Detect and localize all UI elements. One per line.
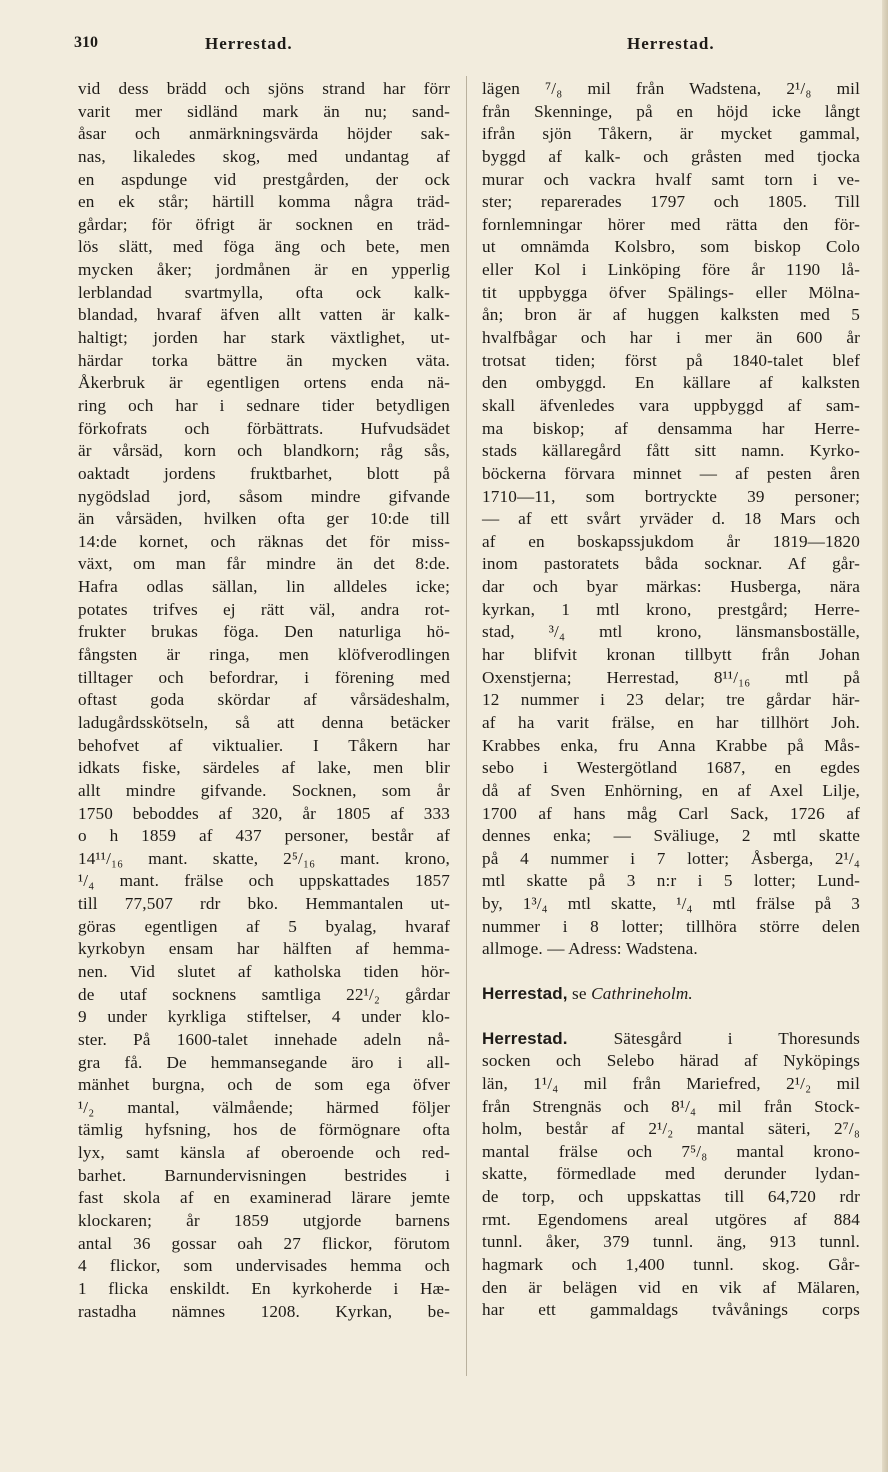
- text-line: ån; bron är af huggen kalksten med 5: [482, 305, 860, 325]
- text-line: ster; reparerades 1797 och 1805. Till: [482, 192, 860, 212]
- text-line: tämlig hyfsning, hos de förmögnare ofta: [78, 1120, 450, 1140]
- entry-term: Herrestad,: [482, 983, 568, 1003]
- text-line: af ha varit frälse, en har tillhört Joh.: [482, 712, 860, 732]
- text-line: ma biskop; af densamma har Herre-: [482, 418, 860, 438]
- text-line: tilltager och befordrar, i förening med: [78, 667, 450, 687]
- text-line: holm, består af 2¹/₂ mantal säteri, 2⁷/₈: [482, 1119, 860, 1139]
- running-head-right: Herrestad.: [627, 34, 715, 53]
- entry-herrestad-thoresund-first-line: [482, 1028, 860, 1051]
- text-line: härdar torka bättre än mycken väta.: [78, 350, 450, 370]
- text-line: fornlemningar hörer med rätta den för-: [482, 214, 860, 234]
- text-line: inom pastoratets båda socknar. Af går-: [482, 554, 860, 574]
- text-line: län, 1¹/₄ mil från Mariefred, 2¹/₂ mil: [482, 1073, 860, 1093]
- text-line: då af Sven Enhörning, en af Axel Lilje,: [482, 780, 860, 800]
- entry-term: Herrestad.: [482, 1028, 568, 1048]
- text-line: ut omnämda Kolsbro, som biskop Colo: [482, 237, 860, 257]
- text-line: gra få. De hemmansegande äro i all-: [78, 1052, 450, 1072]
- text-line: nas, likaledes skog, med undantag af: [78, 146, 450, 166]
- text-line: idkats fiske, särdeles af lake, men blir: [78, 758, 450, 778]
- text-line: de utaf socknens samtliga 22¹/₂ gårdar: [78, 984, 450, 1004]
- entry-gap: [482, 961, 860, 983]
- text-line: till 77,507 rdr bko. Hemmantalen ut-: [78, 894, 450, 914]
- text-line: ¹/₄ mant. frälse och uppskattades 1857: [78, 871, 450, 891]
- text-line: 1710—11, som bortryckte 39 personer;: [482, 486, 860, 506]
- text-line: stad, ³/₄ mtl krono, länsmansboställe,: [482, 622, 860, 642]
- text-line: oftast goda skördar af vårsädeshalm,: [78, 690, 450, 710]
- column-divider: [466, 76, 467, 1376]
- text-line: oaktadt jordens fruktbarhet, blott på: [78, 463, 450, 483]
- text-line: mänhet burgna, och de som ega öfver: [78, 1075, 450, 1095]
- text-line: stads källaregård fått sitt namn. Kyrko-: [482, 441, 860, 461]
- text-line: förkofrats och förbättrats. Hufvudsädet: [78, 418, 450, 438]
- text-line: de torp, och uppskattas till 64,720 rdr: [482, 1187, 860, 1207]
- text-line: 12 nummer i 23 delar; tre gårdar här-: [482, 690, 860, 710]
- text-line: varit mer sidländ mark än nu; sand-: [78, 101, 450, 121]
- text-line: allt mindre gifvande. Socknen, som år: [78, 780, 450, 800]
- text-line: är vårsäd, korn och blandkorn; råg sås,: [78, 441, 450, 461]
- text-line: — af ett svårt yrväder d. 18 Mars och: [482, 509, 860, 529]
- text-line: lyx, samt känsla af oberoende och red-: [78, 1143, 450, 1163]
- text-line: 1 flicka enskildt. En kyrkoherde i Hæ-: [78, 1278, 450, 1298]
- text-line: antal 36 gossar oah 27 flickor, förutom: [78, 1233, 450, 1253]
- text-line: ladugårdsskötseln, så att denna betäcker: [78, 712, 450, 732]
- text-line: Hafra odlas sällan, lin alldeles icke;: [78, 577, 450, 597]
- text-line: behofvet af viktualier. I Tåkern har: [78, 735, 450, 755]
- text-line: byggd af kalk- och gråsten med tjocka: [482, 146, 860, 166]
- text-line: lägen ⁷/₈ mil från Wadstena, 2¹/₈ mil: [482, 79, 860, 98]
- text-line: socken och Selebo härad af Nyköpings: [482, 1051, 860, 1071]
- text-line: nummer i 8 lotter; tillhöra större delen: [482, 916, 860, 936]
- text-line: från Skenninge, på en höjd icke långt: [482, 101, 860, 121]
- text-line: skatte, förmedlade med derunder lydan-: [482, 1164, 860, 1184]
- text-line: på 4 nummer i 7 lotter; Åsberga, 2¹/₄: [482, 848, 860, 868]
- text-line: nygödslad jord, såsom mindre gifvande: [78, 486, 450, 506]
- text-line: Krabbes enka, fru Anna Krabbe på Mås-: [482, 735, 860, 755]
- text-line: ifrån sjön Tåkern, är mycket gammal,: [482, 124, 860, 144]
- running-head-left: Herrestad.: [205, 34, 293, 53]
- entry-herrestad-thoresund-body: [482, 1050, 860, 1322]
- text-line: Oxenstjerna; Herrestad, 8¹¹/₁₆ mtl på: [482, 667, 860, 687]
- text-line: rastadha nämnes 1208. Kyrkan, be-: [78, 1301, 450, 1321]
- text-line: haltigt; jorden har stark växtlighet, ut-: [78, 328, 450, 348]
- text-line: fångsten är ringa, men klöfverodlingen: [78, 645, 450, 665]
- text-line: en ek står; härtill komma några träd-: [78, 192, 450, 212]
- text-line: af en boskapssjukdom år 1819—1820: [482, 531, 860, 551]
- text-line: lerblandad svartmylla, ofta ock kalk-: [78, 282, 450, 302]
- text-line: dar och byar märkas: Husberga, nära: [482, 577, 860, 597]
- text-line: klockaren; år 1859 utgjorde barnens: [78, 1211, 450, 1231]
- text-line: blandad, hvaraf äfven allt vatten är kalk-: [78, 305, 450, 325]
- text-line: Åkerbruk är egentligen ortens enda nä-: [78, 373, 450, 393]
- text-line: vid dess brädd och sjöns strand har förr: [78, 79, 450, 98]
- text-line: mtl skatte på 3 n:r i 5 lotter; Lund-: [482, 871, 860, 891]
- text-line: potates trifves ej rätt väl, andra rot-: [78, 599, 450, 619]
- text-line: skall äfvenledes vara uppbyggd af sam-: [482, 395, 860, 415]
- text-line: har ett gammaldags tvåvånings corps: [482, 1300, 860, 1320]
- entry-herrestad-cathrineholm: [482, 983, 860, 1006]
- entry-text: se: [567, 983, 592, 1003]
- text-line: hagmark och 1,400 tunnl. skog. Går-: [482, 1255, 860, 1275]
- text-line: den är belägen vid en vik af Mälaren,: [482, 1277, 860, 1297]
- text-line: ster. På 1600-talet innehade adeln nå-: [78, 1029, 450, 1049]
- text-line: böckerna förvara minnet — af pesten åren: [482, 463, 860, 483]
- text-line: växt, om man får mindre än det 8:de.: [78, 554, 450, 574]
- text-line: dennes enka; — Sväliuge, 2 mtl skatte: [482, 826, 860, 846]
- text-line: lös slätt, med föga äng och bete, men: [78, 237, 450, 257]
- cross-reference: Cathrineholm.: [591, 983, 693, 1003]
- entry-text: Sätesgård i Thoresunds: [567, 1028, 860, 1048]
- text-line: kyrkan, 1 mtl krono, prestgård; Herre-: [482, 599, 860, 619]
- text-line: 1750 beboddes af 320, år 1805 af 333: [78, 803, 450, 823]
- text-line: trotsat tiden; först på 1840-talet blef: [482, 350, 860, 370]
- text-line: allmoge. — Adress: Wadstena.: [482, 939, 698, 959]
- text-line: 14¹¹/₁₆ mant. skatte, 2⁵/₁₆ mant. krono,: [78, 848, 450, 868]
- page-edge: [882, 0, 888, 1472]
- text-line: än vårsäden, hvilken ofta ger 10:de till: [78, 509, 450, 529]
- right-column: [482, 78, 860, 1322]
- text-line: barhet. Barnundervisningen bestrides i: [78, 1165, 450, 1185]
- text-line: 1700 af hans måg Carl Sack, 1726 af: [482, 803, 860, 823]
- text-line: den ombyggd. En källare af kalksten: [482, 373, 860, 393]
- text-line: ring och har i sednare tider betydligen: [78, 395, 450, 415]
- text-line: göras egentligen af 5 byalag, hvaraf: [78, 916, 450, 936]
- text-line: har blifvit kronan tillbytt från Johan: [482, 645, 860, 665]
- text-line: åsar och anmärkningsvärda höjder sak-: [78, 124, 450, 144]
- text-line: mycken åker; jordmånen är en ypperlig: [78, 260, 450, 280]
- text-line: 4 flickor, som undervisades hemma och: [78, 1256, 450, 1276]
- page-number: 310: [74, 34, 98, 51]
- text-line: by, 1³/₄ mtl skatte, ¹/₄ mtl frälse på 3: [482, 894, 860, 914]
- left-column: [78, 78, 450, 1323]
- text-line: från Strengnäs och 8¹/₄ mil från Stock-: [482, 1096, 860, 1116]
- text-line: eller Kol i Linköping före år 1190 lå-: [482, 260, 860, 280]
- text-line: 9 under kyrkliga stiftelser, 4 under klo-: [78, 1007, 450, 1027]
- entry-gap: [482, 1006, 860, 1028]
- text-line: sebo i Westergötland 1687, en egdes: [482, 758, 860, 778]
- page-header: [0, 34, 888, 64]
- text-line: kyrkobyn ensam har hälften af hemma-: [78, 939, 450, 959]
- text-line: en aspdunge vid prestgården, der ock: [78, 169, 450, 189]
- text-line: frukter brukas föga. Den naturliga hö-: [78, 622, 450, 642]
- text-line: o h 1859 af 437 personer, består af: [78, 826, 450, 846]
- text-line: rmt. Egendomens areal utgöres af 884: [482, 1209, 860, 1229]
- text-line: tit uppbygga öfver Spälings- eller Mölna-: [482, 282, 860, 302]
- text-line: tunnl. åker, 379 tunnl. äng, 913 tunnl.: [482, 1232, 860, 1252]
- right-column-entry-herrestad-continued: [482, 78, 860, 961]
- text-line: ¹/₂ mantal, välmående; härmed följer: [78, 1097, 450, 1117]
- text-line: nen. Vid slutet af katholska tiden hör-: [78, 961, 450, 981]
- text-line: 14:de kornet, och räknas det för miss-: [78, 531, 450, 551]
- text-line: fast skola af en examinerad lärare jemte: [78, 1188, 450, 1208]
- text-line: hvalfbågar och har i mer än 600 år: [482, 328, 860, 348]
- text-line: gårdar; för öfrigt är socknen en träd-: [78, 214, 450, 234]
- text-line: mantal frälse och 7⁵/₈ mantal krono-: [482, 1141, 860, 1161]
- text-line: murar och vackra hvalf samt torn i ve-: [482, 169, 860, 189]
